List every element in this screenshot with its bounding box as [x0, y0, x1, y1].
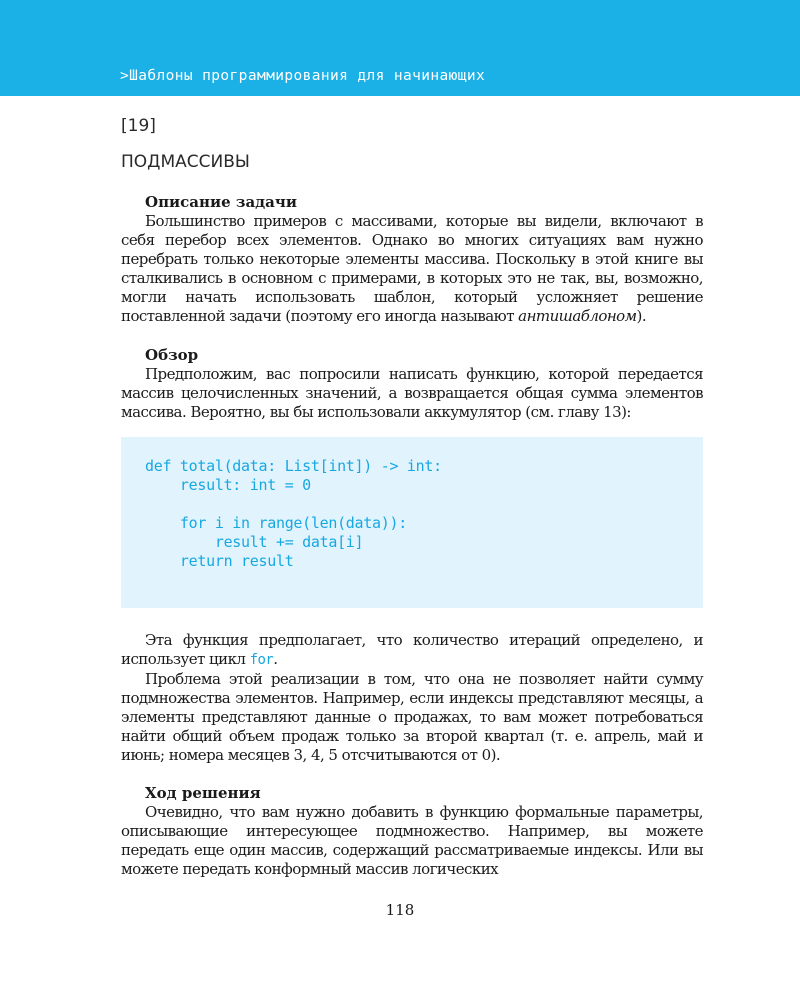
- code-line: def total(data: List[int]) -> int:: [145, 457, 442, 475]
- paragraph-solution: Очевидно, что вам нужно добавить в функцию формальные параметры, описывающие интересующее подмножество. Например, вы можете передать еще один массив, содержащий рассматриваемые индексы. Или вы можете передать конформный массив логических: [121, 803, 703, 878]
- section-heading-solution: Ход решения: [145, 784, 261, 802]
- chapter-number: [19]: [121, 116, 156, 136]
- paragraph-for-loop: Эта функция предполагает, что количество итераций определено, и использует цикл for.: [121, 631, 703, 668]
- inline-code-for: for: [249, 652, 274, 668]
- paragraph-overview: Предположим, вас попросили написать функцию, которой передается массив целочисленных значений, а возвращается общая сумма элементов массива. Вероятно, вы бы использовали аккумулятор (см. главу 13):: [121, 365, 703, 421]
- section-solution: [121, 784, 703, 879]
- paragraph-task: Большинство примеров с массивами, которые вы видели, включают в себя перебор всех элементов. Однако во многих ситуациях вам нужно перебрать только некоторые элементы массива. Поскольку в этой книге вы сталкивались в основном с примерами, в которых это не так, вы, возможно, могли начать использовать шаблон, который усложняет решение поставленной задачи (поэтому его иногда называют антишаблоном).: [121, 212, 703, 325]
- section-task: [121, 193, 703, 326]
- code-line: result += data[i]: [145, 533, 364, 551]
- code-line: return result: [145, 552, 294, 570]
- code-block: [121, 437, 703, 608]
- chapter-title: ПОДМАССИВЫ: [121, 152, 250, 172]
- page-number: 118: [385, 901, 415, 919]
- section-heading-overview: Обзор: [145, 346, 199, 364]
- section-overview: [121, 346, 703, 422]
- code-line: result: int = 0: [145, 476, 311, 494]
- paragraph-problem: Проблема этой реализации в том, что она не позволяет найти сумму подмножества элементов. Например, если индексы представляют месяцы, а элементы представляют данные о продажах, то вам может потребоваться найти общий объем продаж только за второй квартал (т. е. апрель, май и июнь; номера месяцев 3, 4, 5 отсчитываются от 0).: [121, 670, 703, 764]
- section-after-code: [121, 631, 703, 765]
- running-title: >Шаблоны программирования для начинающих: [120, 68, 486, 84]
- code-line: for i in range(len(data)):: [145, 514, 407, 532]
- emphasis-term: антишаблоном: [518, 307, 637, 325]
- section-heading-task: Описание задачи: [145, 193, 298, 211]
